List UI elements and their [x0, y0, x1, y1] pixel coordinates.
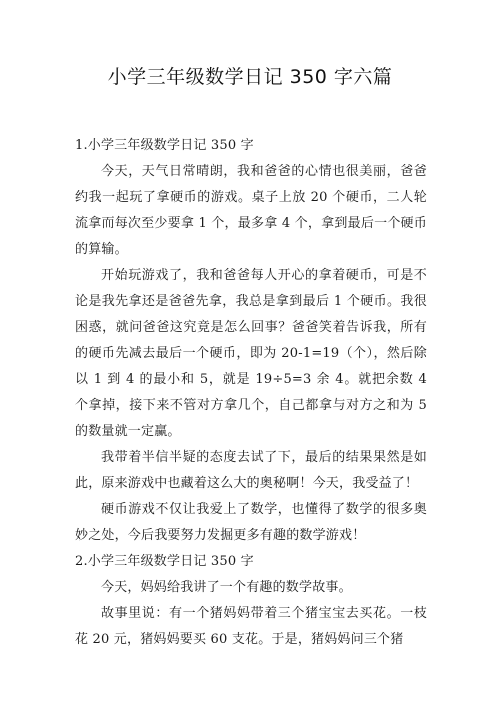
paragraph: 硬币游戏不仅让我爱上了数学，也懂得了数学的很多奥妙之处，今后我要努力发掘更多有趣的数学游戏！ [75, 502, 427, 543]
paragraph: 我带着半信半疑的态度去试了下，最后的结果果然是如此，原来游戏中也藏着这么大的奥秘啊！今天，我受益了！ [75, 450, 427, 491]
paragraph: 开始玩游戏了，我和爸爸每人开心的拿着硬币，可是不论是我先拿还是爸爸先拿，我总是拿到最后 1 个硬币。我很困惑，就问爸爸这究竟是怎么回事？爸爸笑着告诉我，所有的硬币先减去最后一个硬币，即为 20-1=19（个），然后除以 1 到 4 的最小和 5，就是 19÷5=3 余 4。就把余数 4 个拿掉，接下来不管对方拿几个，自己都拿与对方之和为 5 的数量就一定赢。 [75, 268, 427, 439]
paragraph: 今天，妈妈给我讲了一个有趣的数学故事。 [101, 580, 352, 595]
paragraph: 今天，天气日常晴朗，我和爸爸的心情也很美丽，爸爸约我一起玩了拿硬币的游戏。桌子上放 20 个硬币，二人轮流拿而每次至少要拿 1 个，最多拿 4 个，拿到最后一个硬币的算输。 [75, 164, 427, 257]
section-heading: 1.小学三年级数学日记 350 字 [75, 138, 254, 153]
section-heading: 2.小学三年级数学日记 350 字 [75, 554, 254, 569]
document-body [75, 133, 427, 653]
document-title: 小学三年级数学日记 350 字六篇 [107, 66, 393, 88]
paragraph: 故事里说：有一个猪妈妈带着三个猪宝宝去买花。一枝花 20 元，猪妈妈要买 60 支花。于是，猪妈妈问三个猪 [75, 606, 427, 647]
